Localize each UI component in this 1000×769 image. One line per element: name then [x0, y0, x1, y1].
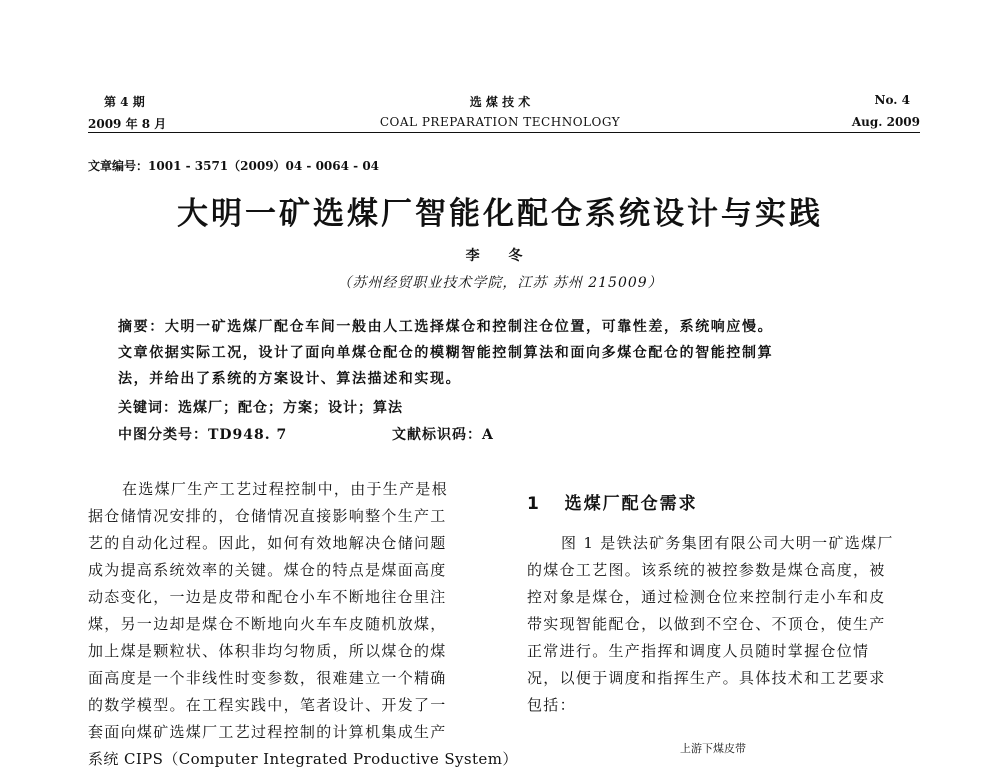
paper-title: 大明一矿选煤厂智能化配仓系统设计与实践: [177, 196, 823, 232]
journal-cn: 选 煤 技 术: [469, 95, 531, 109]
left-line: 成为提高系统效率的关键。煤仓的特点是煤面高度: [88, 561, 447, 579]
right-line: 的煤仓工艺图。该系统的被控参数是煤仓高度，被: [527, 561, 886, 579]
right-line: 控对象是煤仓，通过检测仓位来控制行走小车和皮: [527, 588, 886, 606]
date-en: Aug. 2009: [851, 115, 920, 129]
left-line: 套面向煤矿选煤厂工艺过程控制的计算机集成生产: [88, 723, 447, 741]
left-line: 在选煤厂生产工艺过程控制中，由于生产是根: [122, 480, 449, 498]
keywords-value: 选煤厂；配仓；方案；设计；算法: [178, 400, 403, 416]
article-number-label: 文章编号：: [88, 159, 149, 173]
header-rule: [88, 132, 920, 133]
article-number-value: 1001 - 3571（2009）04 - 0064 - 04: [148, 159, 380, 173]
keywords: [118, 397, 403, 417]
issue-cn: 第 4 期: [104, 95, 145, 109]
article-number: [88, 157, 379, 174]
document-code-value: A: [482, 427, 494, 443]
left-line: 艺的自动化过程。因此，如何有效地解决仓储问题: [88, 534, 447, 552]
abstract-label: 摘要：: [118, 319, 165, 335]
classification-label: 中图分类号：: [118, 427, 208, 443]
document-code-label: 文献标识码：: [392, 427, 482, 443]
abstract-line-2: 文章依据实际工况，设计了面向单煤仓配仓的模糊智能控制算法和面向多煤仓配仓的智能控制算: [118, 345, 774, 361]
classification-value: TD948. 7: [208, 427, 288, 443]
left-line: 据仓储情况安排的，仓储情况直接影响整个生产工: [88, 507, 447, 525]
left-line: 加上煤是颗粒状、体积非均匀物质，所以煤仓的煤: [88, 642, 447, 660]
figure-label: 上游下煤皮带: [680, 742, 746, 755]
left-line: 的数学模型。在工程实践中，笔者设计、开发了一: [88, 696, 447, 714]
abstract-line-3: 法，并给出了系统的方案设计、算法描述和实现。: [118, 371, 462, 387]
right-line: 正常进行。生产指挥和调度人员随时掌握仓位情: [527, 642, 870, 660]
keywords-label: 关键词：: [118, 400, 178, 416]
right-line: 包括：: [527, 696, 576, 714]
left-line: 系统 CIPS（Computer Integrated Productive System）: [88, 750, 518, 768]
right-line: 图 1 是铁法矿务集团有限公司大明一矿选煤厂: [561, 534, 894, 552]
left-line: 动态变化，一边是皮带和配仓小车不断地往仓里注: [88, 588, 447, 606]
right-line: 况，以便于调度和指挥生产。具体技术和工艺要求: [527, 669, 886, 687]
abstract-line-1: [118, 316, 773, 336]
abstract-text-1: 大明一矿选煤厂配仓车间一般由人工选择煤仓和控制注仓位置，可靠性差，系统响应慢。: [164, 319, 774, 335]
journal-en: COAL PREPARATION TECHNOLOGY: [379, 115, 621, 129]
author: 李 冬: [465, 248, 535, 264]
left-line: 煤，另一边却是煤仓不断地向火车车皮随机放煤，: [88, 615, 447, 633]
section-heading: [527, 489, 698, 514]
classification: [118, 424, 287, 444]
left-line: 面高度是一个非线性时变参数，很难建立一个精确: [88, 669, 447, 687]
section-number: 1: [527, 494, 541, 514]
date-cn: 2009 年 8 月: [88, 117, 167, 131]
affiliation: （苏州经贸职业技术学院，江苏 苏州 215009）: [337, 275, 663, 291]
issue-en: No. 4: [874, 93, 910, 107]
section-title: 选煤厂配仓需求: [564, 494, 698, 514]
right-line: 带实现智能配仓，以做到不空仓、不顶仓，使生产: [527, 615, 886, 633]
document-code: [392, 424, 494, 444]
